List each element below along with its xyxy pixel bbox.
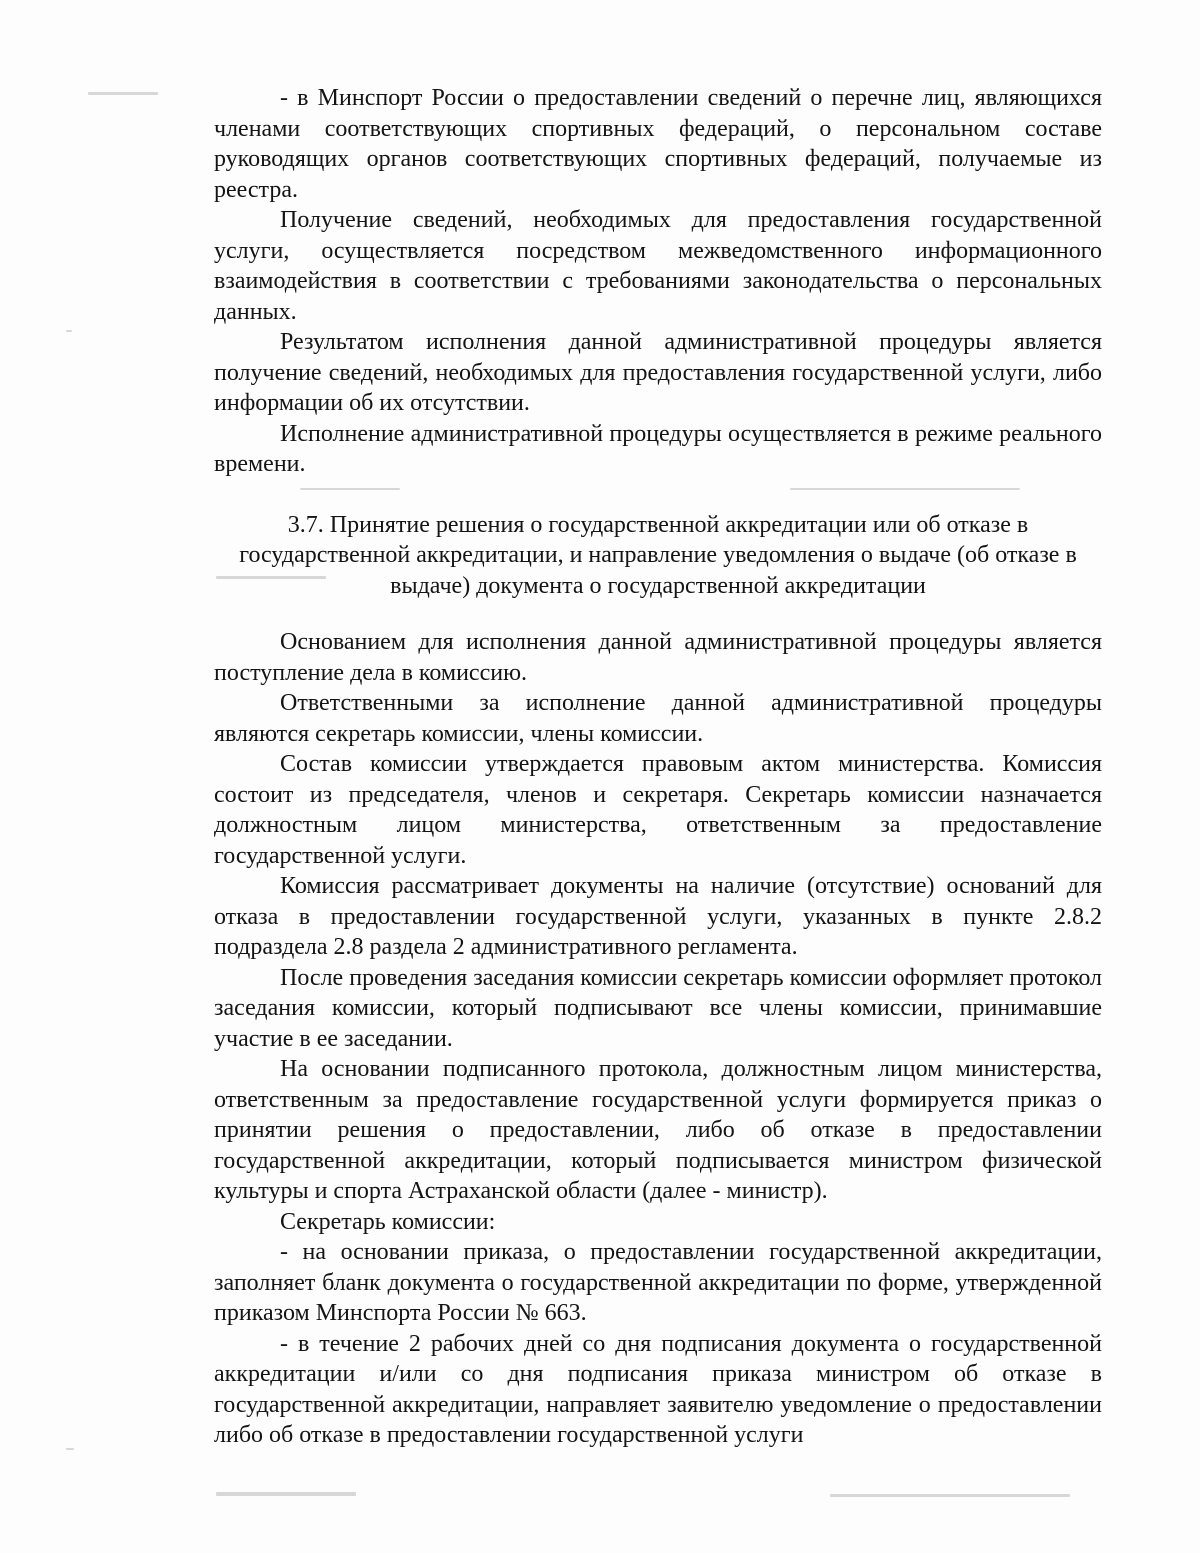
scan-artifact	[88, 92, 158, 95]
scan-artifact	[66, 330, 72, 332]
scan-artifact	[216, 1492, 356, 1496]
paragraph: - на основании приказа, о предоставлении государственной аккредитации, заполняет бланк документа о государственной аккредитации по форме, утвержденной приказом Минспорта России № 663.	[214, 1239, 1102, 1326]
paragraph: Получение сведений, необходимых для предоставления государственной услуги, осуществляется посредством межведомственного информационного взаимодействия в соответствии с требованиями законодательства о персональных данных.	[214, 207, 1102, 325]
scan-artifact	[830, 1494, 1070, 1497]
paragraph: Секретарь комиссии:	[280, 1208, 496, 1235]
document-body	[214, 83, 1102, 1451]
section-heading: 3.7. Принятие решения о государственной аккредитации или об отказе в государственной аккредитации, и направление уведомления о выдаче (об отказе в выдаче) документа о государственной аккредитации	[239, 511, 1077, 599]
paragraph: Результатом исполнения данной административной процедуры является получение сведений, необходимых для предоставления государственной услуги, либо информации об их отсутствии.	[214, 329, 1102, 416]
spacer	[214, 480, 1102, 510]
paragraph: После проведения заседания комиссии секретарь комиссии оформляет протокол заседания комиссии, который подписывают все члены комиссии, принимавшие участие в ее заседании.	[214, 964, 1102, 1052]
scan-artifact	[66, 1448, 74, 1450]
paragraph: Основанием для исполнения данной административной процедуры является поступление дела в комиссию.	[214, 629, 1102, 686]
paragraph: На основании подписанного протокола, должностным лицом министерства, ответственным за предоставление государственной услуги формируется приказ о принятии решения о предоставлении, либо об отказе в предоставлении государственной аккредитации, который подписывается министром физической культуры и спорта Астраханской области (далее - министр).	[214, 1056, 1102, 1204]
paragraph: Ответственными за исполнение данной административной процедуры являются секретарь комиссии, члены комиссии.	[214, 690, 1102, 747]
paragraph: Исполнение административной процедуры осуществляется в режиме реального времени.	[214, 420, 1102, 477]
paragraph: Комиссия рассматривает документы на наличие (отсутствие) оснований для отказа в предоставлении государственной услуги, указанных в пункте 2.8.2 подраздела 2.8 раздела 2 административного регламента.	[214, 873, 1102, 960]
spacer	[214, 601, 1102, 627]
paragraph: - в Минспорт России о предоставлении сведений о перечне лиц, являющихся членами соответствующих спортивных федераций, о персональном составе руководящих органов соответствующих спортивных федераций, получаемые из реестра.	[214, 85, 1102, 203]
paragraph: Состав комиссии утверждается правовым актом министерства. Комиссия состоит из председателя, членов и секретаря. Секретарь комиссии назначается должностным лицом министерства, ответственным за предоставление государственной услуги.	[214, 751, 1102, 869]
paragraph: - в течение 2 рабочих дней со дня подписания документа о государственной аккредитации и/или со дня подписания приказа министром об отказе в государственной аккредитации, направляет заявителю уведомление о предоставлении либо об отказе в предоставлении государственной услуги	[214, 1330, 1102, 1448]
